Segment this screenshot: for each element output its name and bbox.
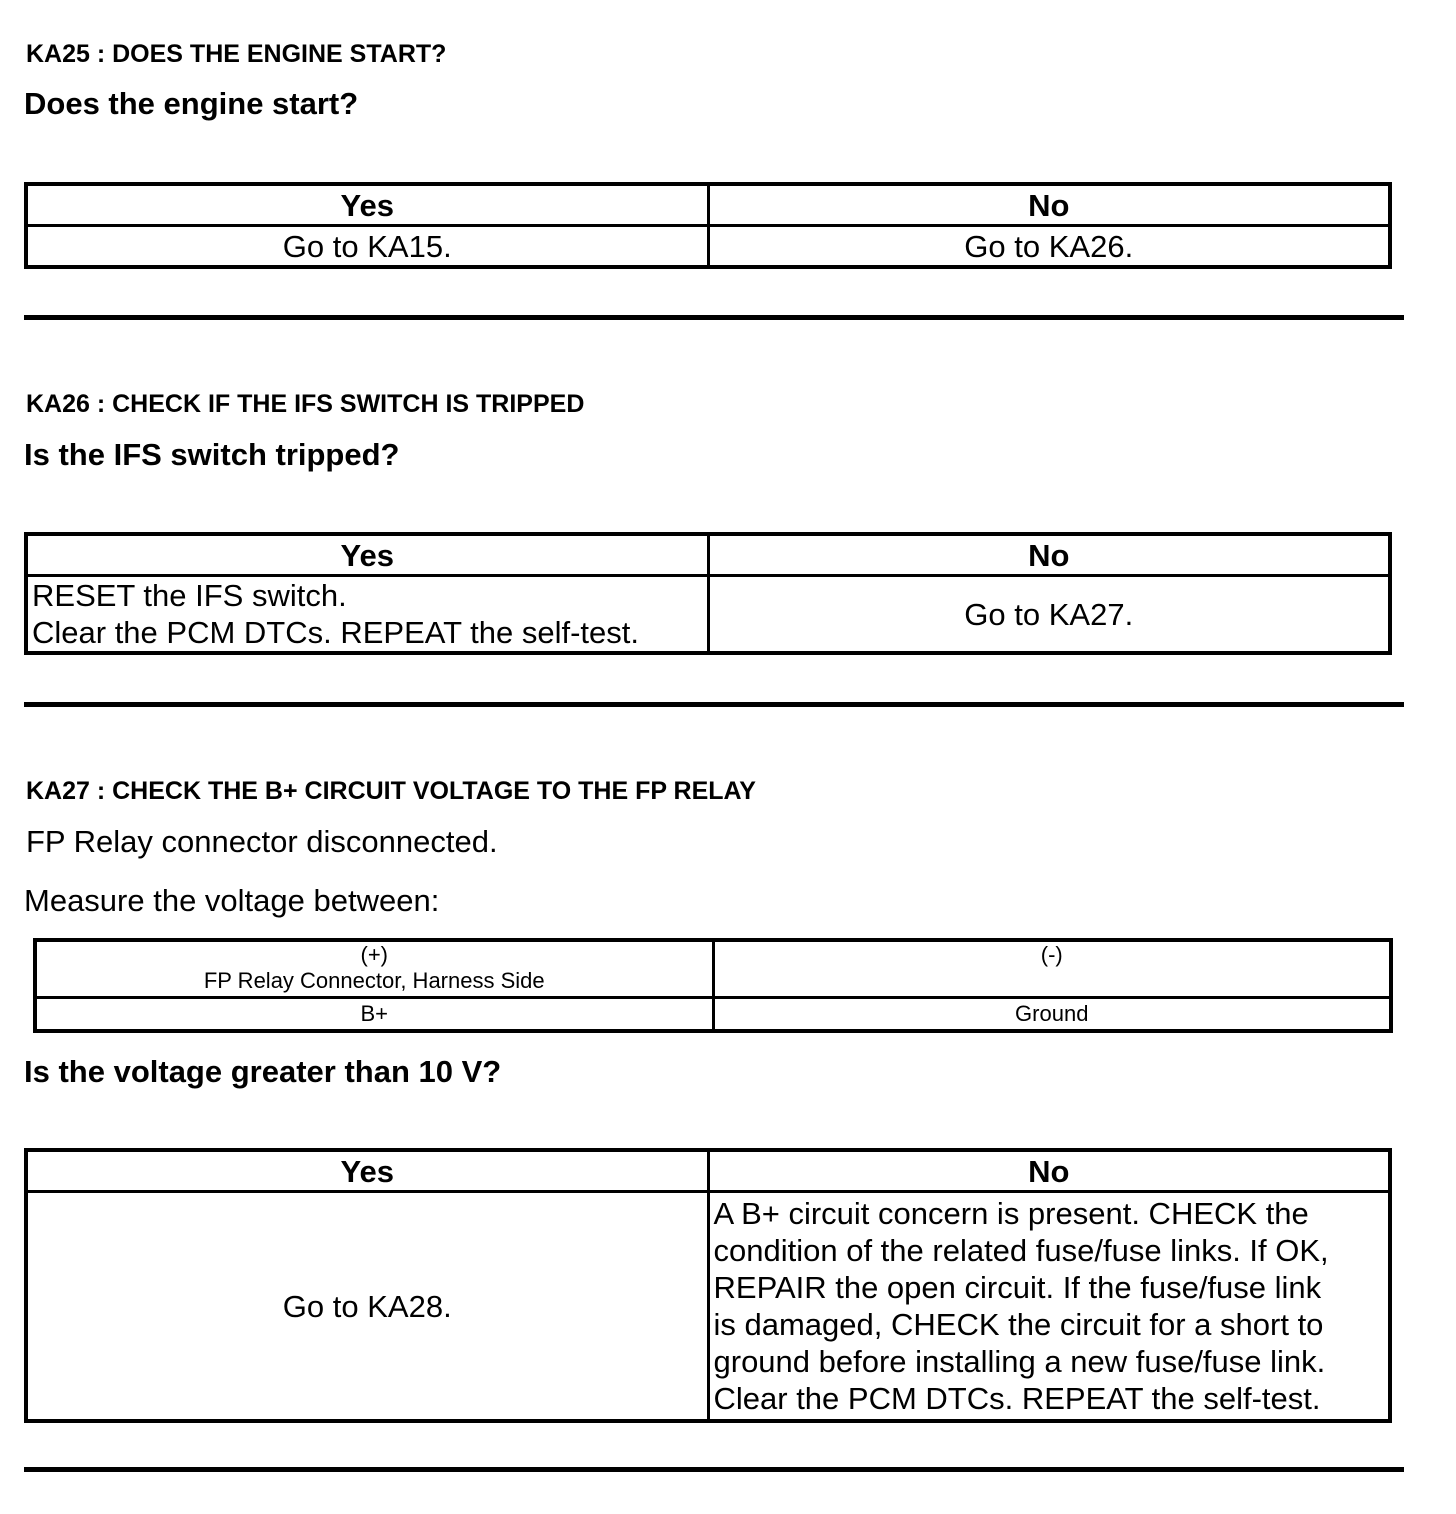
no-header: No bbox=[708, 534, 1390, 576]
ka27-no-line: condition of the related fuse/fuse links. If OK, bbox=[713, 1233, 1329, 1268]
section-divider bbox=[24, 315, 1404, 320]
yes-header: Yes bbox=[26, 534, 708, 576]
ka25-yes-action: Go to KA15. bbox=[26, 226, 708, 268]
positive-label: (+) bbox=[360, 942, 388, 967]
ka27-no-line: ground before installing a new fuse/fuse link. bbox=[713, 1344, 1326, 1379]
yes-header: Yes bbox=[26, 184, 708, 226]
ka27-no-action bbox=[708, 1192, 1390, 1422]
ka27-yes-action: Go to KA28. bbox=[26, 1192, 708, 1422]
ka25-step-title: KA25 : DOES THE ENGINE START? bbox=[26, 40, 447, 68]
positive-value: B+ bbox=[35, 998, 713, 1032]
ka27-instruction: Measure the voltage between: bbox=[24, 883, 440, 918]
ka26-yes-line: RESET the IFS switch. bbox=[32, 578, 347, 613]
negative-value: Ground bbox=[713, 998, 1391, 1032]
negative-label: (-) bbox=[1040, 942, 1063, 967]
ka27-no-line: REPAIR the open circuit. If the fuse/fuse link bbox=[713, 1270, 1322, 1305]
ka26-yes-action bbox=[26, 576, 708, 654]
ka27-condition: FP Relay connector disconnected. bbox=[26, 824, 498, 859]
ka26-step-title: KA26 : CHECK IF THE IFS SWITCH IS TRIPPED bbox=[26, 390, 585, 418]
ka27-answer-table bbox=[24, 1148, 1392, 1423]
no-header: No bbox=[708, 184, 1390, 226]
ka26-answer-table bbox=[24, 532, 1392, 655]
ka25-question: Does the engine start? bbox=[24, 86, 359, 121]
no-header: No bbox=[708, 1150, 1390, 1192]
ka27-no-line: A B+ circuit concern is present. CHECK the bbox=[713, 1196, 1309, 1231]
ka27-question: Is the voltage greater than 10 V? bbox=[24, 1054, 502, 1089]
ka27-no-line: Clear the PCM DTCs. REPEAT the self-test. bbox=[713, 1381, 1321, 1416]
ka27-step-title: KA27 : CHECK THE B+ CIRCUIT VOLTAGE TO THE FP RELAY bbox=[26, 777, 756, 805]
section-divider bbox=[24, 702, 1404, 707]
yes-header: Yes bbox=[26, 1150, 708, 1192]
ka26-no-action: Go to KA27. bbox=[708, 576, 1390, 654]
ka27-no-line: is damaged, CHECK the circuit for a short to bbox=[713, 1307, 1324, 1342]
positive-location: FP Relay Connector, Harness Side bbox=[203, 968, 545, 993]
ka26-yes-line: Clear the PCM DTCs. REPEAT the self-test. bbox=[32, 615, 639, 650]
positive-probe-header bbox=[35, 940, 713, 998]
negative-probe-header bbox=[713, 940, 1391, 998]
ka26-question: Is the IFS switch tripped? bbox=[24, 437, 400, 472]
ka27-measurement-table bbox=[33, 938, 1393, 1033]
ka25-no-action: Go to KA26. bbox=[708, 226, 1390, 268]
section-divider bbox=[24, 1467, 1404, 1472]
ka25-answer-table bbox=[24, 182, 1392, 269]
